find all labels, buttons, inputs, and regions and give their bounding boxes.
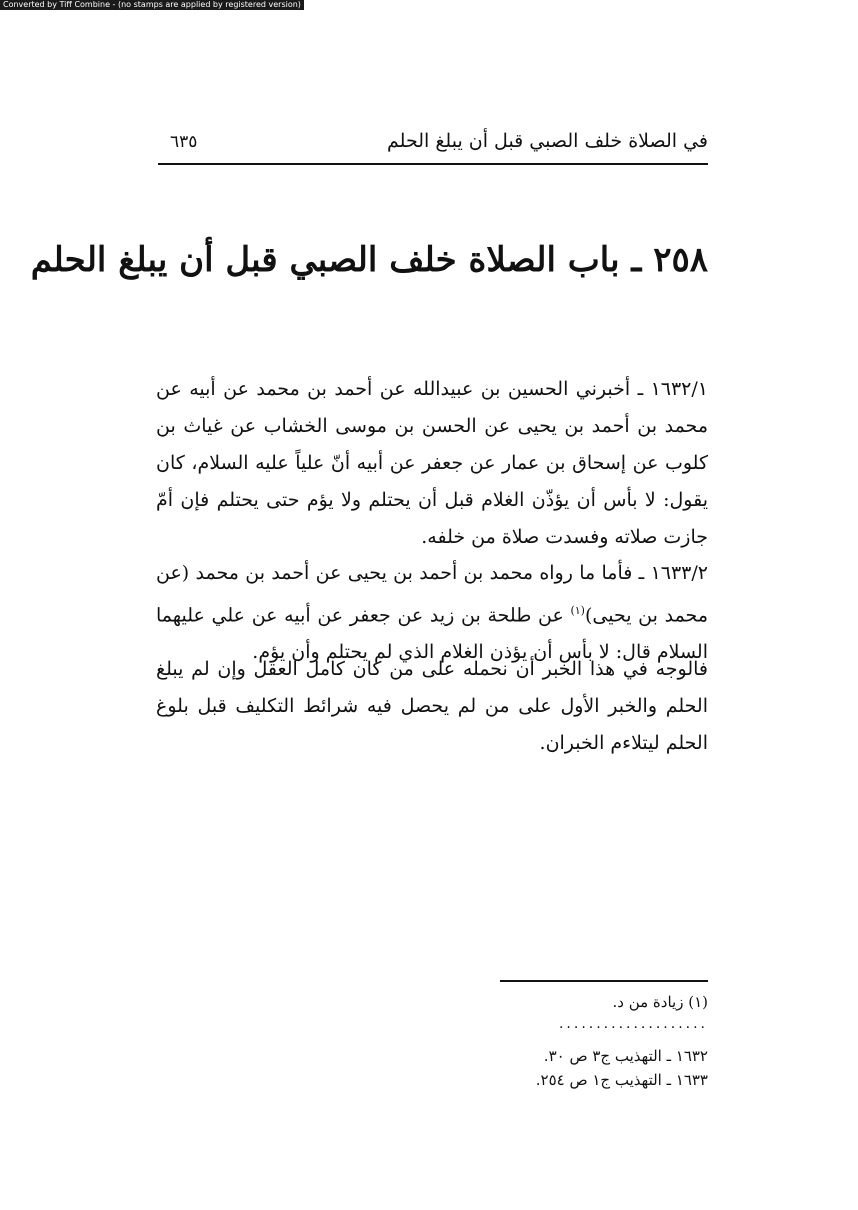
commentary-paragraph — [156, 651, 708, 762]
source-reference: ١٦٣٣ ـ التهذيب ج١ ص ٢٥٤. — [535, 1071, 708, 1089]
running-head — [158, 122, 708, 162]
footnote-rule — [500, 980, 708, 982]
chapter-title: ٢٥٨ ـ باب الصلاة خلف الصبي قبل أن يبلغ الحلم — [30, 240, 708, 280]
paragraph-text-part: عن طلحة بن زيد عن جعفر عن أبيه عن علي عليهما السلام قال: لا بأس أن يؤذن الغلام الذي لم يحتلم وأن يؤم. — [156, 604, 708, 664]
paragraph-text-part: ١٦٣٣/٢ ـ فأما ما رواه محمد بن أحمد بن يحيى عن أحمد بن محمد (عن محمد بن يحيى) — [156, 562, 708, 627]
footnote-marker: (١) — [570, 604, 585, 617]
source-references — [500, 1044, 708, 1092]
page-number: ٦٣٥ — [170, 132, 198, 152]
converter-banner: Converted by Tiff Combine - (no stamps are applied by registered version) — [0, 0, 304, 10]
source-reference: ١٦٣٢ ـ التهذيب ج٣ ص ٣٠. — [543, 1047, 708, 1065]
paragraph-text: فالوجه في هذا الخبر أن نحمله على من كان كامل العقل وإن لم يبلغ الحلم والخبر الأول على من لم يحصل فيه شرائط التكليف قبل بلوغ الحلم ليتلاءم الخبران. — [156, 658, 708, 754]
paragraph-text: ١٦٣٢/١ ـ أخبرني الحسين بن عبيدالله عن أحمد بن محمد عن أبيه عن محمد بن أحمد بن يحيى عن الحسن بن موسى الخشاب عن غياث بن كلوب عن إسحاق بن عمار عن جعفر عن أبيه أنّ علياً عليه السلام، كان يقول: لا بأس أن يؤذّن الغلام قبل أن يحتلم ولا يؤم حتى يحتلم فإن أمّ جازت صلاته وفسدت صلاة من خلفه. — [156, 378, 708, 548]
footnote-separator: .................... — [558, 1016, 708, 1032]
running-head-title: في الصلاة خلف الصبي قبل أن يبلغ الحلم — [387, 130, 708, 152]
header-rule — [158, 163, 708, 165]
footnote-1: (١) زيادة من د. — [612, 993, 708, 1011]
hadith-paragraph-1 — [156, 371, 708, 556]
